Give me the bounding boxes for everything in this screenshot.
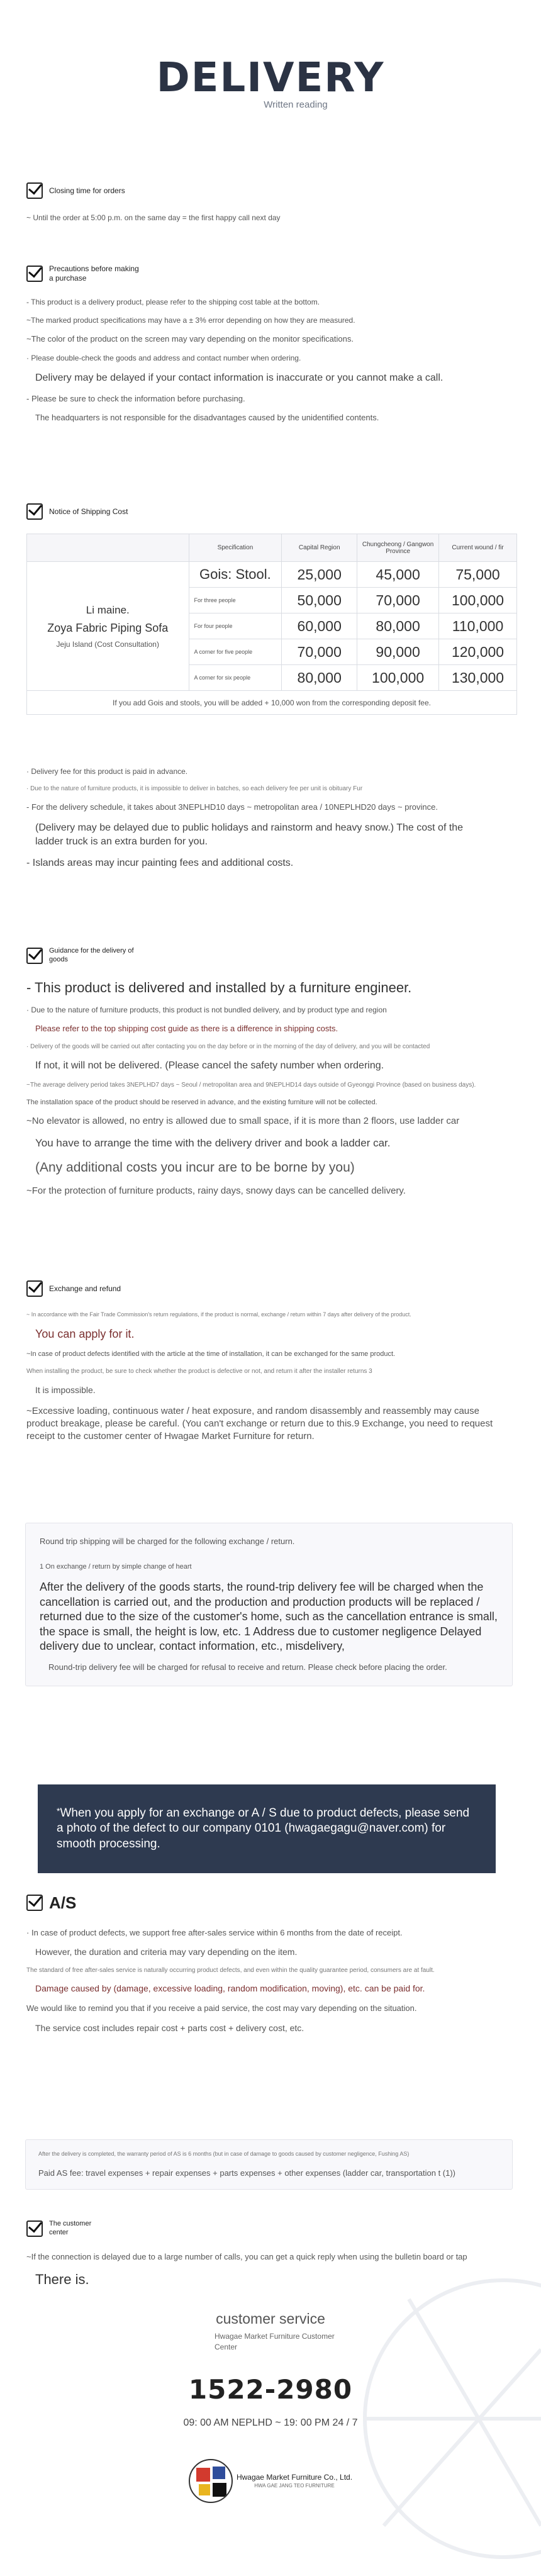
table-header: Specification [189, 534, 282, 562]
exchange-line: When installing the product, be sure to check whether the product is defective or not, and return it after the installer returns 3 [26, 1368, 372, 1375]
exchange-line: ~In case of product defects identified with the article at the time of installation, it can be exchanged for the same product. [26, 1350, 396, 1358]
banner-text: When you apply for an exchange or A / S due to product defects, please send a photo of the defect to our company 0101 (hwagaegagu@naver.com) for smooth processing. [57, 1806, 470, 1851]
precaution-line: - Please be sure to check the information before purchasing. [26, 393, 245, 403]
guidance-line: You have to arrange the time with the delivery driver and book a ladder car. [35, 1136, 391, 1149]
spec-cell: For four people [189, 613, 282, 639]
guidance-line: Please refer to the top shipping cost guide as there is a difference in shipping costs. [35, 1024, 338, 1034]
closing-section [0, 182, 541, 231]
product-cell [27, 562, 189, 691]
product-line3: Jeju Island (Cost Consultation) [56, 639, 159, 649]
customer-line: There is. [35, 2271, 89, 2288]
as-section [0, 1893, 541, 2042]
as-line: The service cost includes repair cost + parts cost + delivery cost, etc. [35, 2022, 304, 2033]
customer-line: ~If the connection is delayed due to a large number of calls, you can get a quick reply when using the bulletin board or tap [26, 2251, 467, 2261]
logo-icon [189, 2459, 233, 2503]
checkbox-icon [26, 948, 43, 964]
round-trip-footer: Round-trip delivery fee will be charged for refusal to receive and return. Please check before placing the order. [48, 1662, 447, 1672]
photo-banner-wrapper [0, 1784, 541, 1873]
precaution-line: ~The color of the product on the screen may vary depending on the monitor specifications. [26, 334, 354, 344]
guidance-line: - This product is delivered and installed by a furniture engineer. [26, 979, 412, 995]
shipping-title: Notice of Shipping Cost [49, 507, 128, 516]
spec-cell: A corner for six people [189, 665, 282, 691]
table-header: Capital Region [282, 534, 357, 562]
guidance-line: ~The average delivery period takes 3NEPLHD7 days ~ Seoul / metropolitan area and 9NEPLHD14 days outside of Gyeonggi Province (based on business days). [26, 1082, 476, 1089]
guidance-line: ~For the protection of furniture products, rainy days, snowy days can be cancelled delivery. [26, 1185, 406, 1196]
price-cell: 25,000 [282, 562, 357, 588]
round-trip-body: After the delivery of the goods starts, the round-trip delivery fee will be charged when the cancellation is carried out, and the production and production products will be replaced / returned due to the size of the customer's home, such as the cancellation entrance is small, the space is small, the height is low, etc. 1 Address due to customer negligence Delayed delivery due to unclear, contact information, etc., misdelivery, [40, 1581, 498, 1652]
spec-cell: For three people [189, 588, 282, 613]
closing-header [26, 182, 516, 199]
guidance-line: · Delivery of the goods will be carried out after contacting you on the day before or in the morning of the day of delivery, and you will be contacted [26, 1043, 430, 1050]
table-footnote-row [27, 691, 517, 715]
as-line: The standard of free after-sales service is naturally occurring product defects, and even within the quality guarantee period, consumers are at fault. [26, 1966, 435, 1974]
exchange-line: ~ In accordance with the Fair Trade Commission's return regulations, if the product is normal, exchange / return within 7 days after delivery of the product. [26, 1311, 411, 1318]
exchange-section [0, 1280, 541, 1451]
as-header [26, 1893, 516, 1913]
checkbox-icon [26, 2220, 43, 2237]
table-footnote: If you add Gois and stools, you will be added + 10,000 won from the corresponding deposit fee. [27, 691, 517, 715]
photo-banner [38, 1784, 496, 1873]
precautions-title: Precautions before making a purchase [49, 264, 139, 283]
round-trip-box-wrapper [0, 1523, 541, 1686]
cs-phone[interactable]: 1522-2980 [188, 2373, 353, 2405]
guidance-line: (Any additional costs you incur are to be borne by you) [35, 1160, 355, 1175]
page-title: DELIVERY [156, 55, 385, 101]
shipping-header [26, 503, 516, 520]
delivery-note: (Delivery may be delayed due to public holidays and rainstorm and heavy snow.) The cost of the ladder truck is an extra burden for you. [35, 822, 464, 847]
checkbox-icon [26, 503, 43, 520]
product-line1: Li maine. [86, 603, 130, 616]
closing-line: ~ Until the order at 5:00 p.m. on the same day = the first happy call next day [26, 213, 281, 222]
price-cell: 120,000 [439, 639, 517, 665]
logo-name: Hwagae Market Furniture Co., Ltd. [236, 2473, 353, 2482]
precaution-line: - This product is a delivery product, please refer to the shipping cost table at the bottom. [26, 298, 320, 306]
price-cell: 130,000 [439, 665, 517, 691]
exchange-header [26, 1280, 516, 1297]
as-line: · In case of product defects, we support free after-sales service within 6 months from the date of receipt. [26, 1927, 403, 1937]
table-header-blank [27, 534, 189, 562]
as-line: We would like to remind you that if you receive a paid service, the cost may vary depending on the situation. [26, 2003, 417, 2013]
guidance-line: The installation space of the product should be reserved in advance, and the existing furniture will not be collected. [26, 1098, 377, 1106]
as-line: Damage caused by (damage, excessive loading, random modification, moving), etc. can be paid for. [35, 1983, 425, 1994]
price-cell: 70,000 [357, 588, 439, 613]
guidance-line: · Due to the nature of furniture products, this product is not bundled delivery, and by product type and region [26, 1005, 387, 1015]
guidance-section [0, 947, 541, 1206]
as-box [25, 2139, 513, 2190]
price-cell: 45,000 [357, 562, 439, 588]
delivery-note: - For the delivery schedule, it takes about 3NEPLHD10 days ~ metropolitan area / 10NEPLHD20 days ~ province. [26, 802, 438, 812]
star-icon: * [57, 1806, 60, 1816]
as-box-line2: Paid AS fee: travel expenses + repair expenses + parts expenses + other expenses (ladder car, transportation t (1)) [38, 2168, 456, 2178]
shipping-section [0, 503, 541, 715]
as-line: However, the duration and criteria may vary depending on the item. [35, 1947, 298, 1957]
customer-section [0, 2220, 541, 2297]
closing-title: Closing time for orders [49, 186, 125, 195]
precaution-line: ~The marked product specifications may have a ± 3% error depending on how they are measured. [26, 316, 355, 325]
price-cell: 70,000 [282, 639, 357, 665]
exchange-line: ~Excessive loading, continuous water / heat exposure, and random disassembly and reassembly may cause product breakage, please be careful. (You can't exchange or return due to this.9 Exchange, you need to request receipt to the customer center of Hwagae Market Furniture for return. [26, 1405, 493, 1442]
exchange-line: It is impossible. [35, 1384, 96, 1395]
customer-header [26, 2220, 516, 2237]
table-header: Chungcheong / Gangwon Province [357, 534, 439, 562]
guidance-header [26, 947, 516, 965]
price-cell: 110,000 [439, 613, 517, 639]
price-cell: 60,000 [282, 613, 357, 639]
round-trip-line2: 1 On exchange / return by simple change of heart [40, 1562, 192, 1571]
checkbox-icon [26, 182, 43, 199]
precaution-line: The headquarters is not responsible for the disadvantages caused by the unidentified contents. [35, 413, 379, 423]
delivery-notes-section [0, 766, 541, 878]
logo-text [237, 2473, 352, 2489]
round-trip-box [25, 1523, 513, 1686]
price-cell: 100,000 [439, 588, 517, 613]
precautions-section [0, 264, 541, 432]
hero [0, 0, 541, 110]
exchange-line: You can apply for it. [35, 1328, 135, 1341]
company-logo [0, 2459, 541, 2503]
as-box-wrapper [0, 2139, 541, 2190]
spec-cell: A corner for five people [189, 639, 282, 665]
customer-service-block [0, 2310, 541, 2503]
table-row [27, 562, 517, 588]
checkbox-icon [26, 1895, 43, 1911]
precautions-header [26, 264, 516, 283]
price-cell: 90,000 [357, 639, 439, 665]
delivery-note: · Due to the nature of furniture products, it is impossible to deliver in batches, so each delivery fee per unit is obituary Fur [26, 785, 363, 793]
page-subtitle: Written reading [264, 99, 328, 110]
as-box-line1: After the delivery is completed, the warranty period of AS is 6 months (but in case of damage to goods caused by customer negligence, Fushing AS) [38, 2151, 410, 2157]
price-cell: 50,000 [282, 588, 357, 613]
as-title: A/S [49, 1893, 77, 1912]
guidance-line: If not, it will not be delivered. (Please cancel the safety number when ordering. [35, 1060, 384, 1072]
price-cell: 100,000 [357, 665, 439, 691]
price-cell: 80,000 [357, 613, 439, 639]
cs-title: customer service [216, 2310, 325, 2327]
guidance-line: ~No elevator is allowed, no entry is allowed due to small space, if it is more than 2 floors, use ladder car [26, 1116, 460, 1127]
product-line2: Zoya Fabric Piping Sofa [47, 621, 169, 634]
cs-subtitle: Hwagae Market Furniture Customer Center [215, 2332, 335, 2351]
customer-title: The customer center [49, 2220, 92, 2236]
guidance-title: Guidance for the delivery of goods [49, 947, 134, 963]
shipping-table [26, 534, 517, 715]
delivery-note: - Islands areas may incur painting fees and additional costs. [26, 858, 294, 869]
checkbox-icon [26, 1280, 43, 1297]
round-trip-line1: Round trip shipping will be charged for the following exchange / return. [40, 1537, 295, 1546]
price-cell: 75,000 [439, 562, 517, 588]
exchange-title: Exchange and refund [49, 1284, 121, 1293]
spec-cell: Gois: Stool. [189, 562, 282, 588]
delivery-note: · Delivery fee for this product is paid in advance. [26, 767, 188, 776]
checkbox-icon [26, 266, 43, 282]
cs-hours: 09: 00 AM NEPLHD ~ 19: 00 PM 24 / 7 [183, 2417, 358, 2428]
precaution-line: Delivery may be delayed if your contact information is inaccurate or you cannot make a call. [35, 372, 443, 384]
table-header: Current wound / fir [439, 534, 517, 562]
logo-tagline: HWA GAE JANG TEO FURNITURE [254, 2483, 335, 2489]
precaution-line: · Please double-check the goods and address and contact number when ordering. [26, 353, 301, 362]
price-cell: 80,000 [282, 665, 357, 691]
